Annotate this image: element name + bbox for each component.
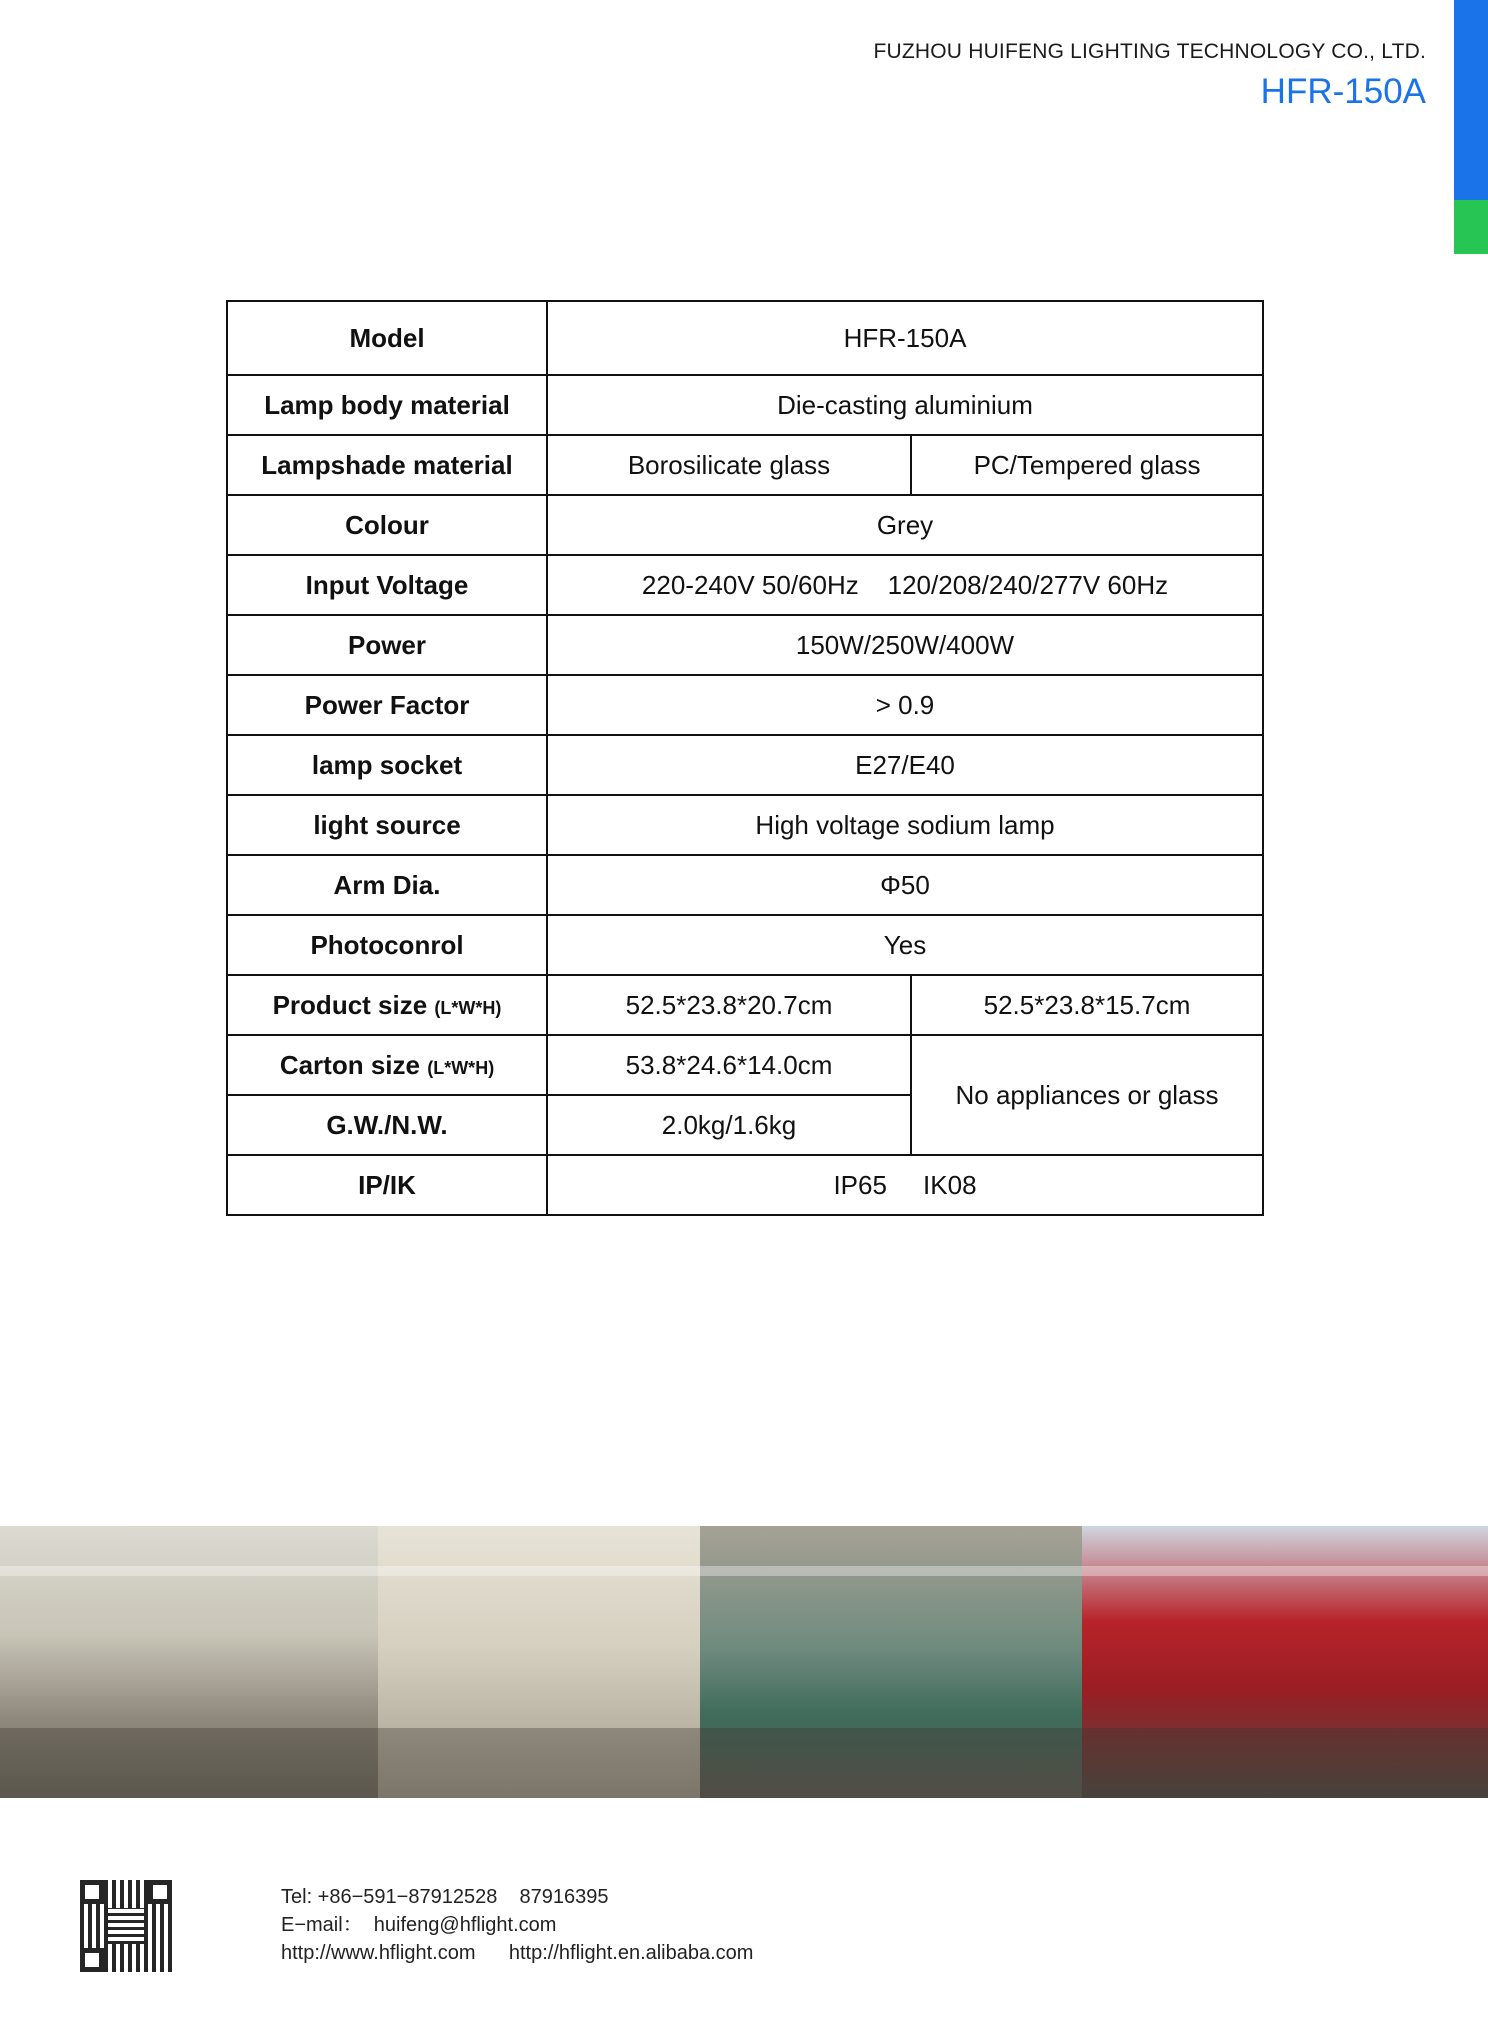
ip-ik-value: IP65 IK08 — [547, 1155, 1263, 1215]
factory-photo-painting-line — [378, 1526, 700, 1798]
product-size-value-a: 52.5*23.8*20.7cm — [547, 975, 911, 1035]
lamp-socket-label: lamp socket — [227, 735, 547, 795]
model-code-heading: HFR-150A — [1260, 72, 1426, 111]
product-size-label-text: Product size — [272, 989, 428, 1020]
table-row — [227, 1035, 1263, 1095]
table-row — [227, 735, 1263, 795]
factory-photo-container-loading — [1082, 1526, 1488, 1798]
light-source-label: light source — [227, 795, 547, 855]
factory-photo-warehouse — [0, 1526, 378, 1798]
company-name: FUZHOU HUIFENG LIGHTING TECHNOLOGY CO., LTD. — [873, 40, 1426, 63]
lamp-body-label: Lamp body material — [227, 375, 547, 435]
factory-photo-assembly-line — [700, 1526, 1082, 1798]
edge-accent-blue — [1454, 0, 1488, 200]
lampshade-label: Lampshade material — [227, 435, 547, 495]
product-size-value-b: 52.5*23.8*15.7cm — [911, 975, 1263, 1035]
table-row — [227, 975, 1263, 1035]
weight-label: G.W./N.W. — [227, 1095, 547, 1155]
lampshade-value-a: Borosilicate glass — [547, 435, 911, 495]
contact-email: E−mail： huifeng@hflight.com — [281, 1914, 557, 1936]
table-row — [227, 615, 1263, 675]
contact-web: http://www.hflight.com http://hflight.en.alibaba.com — [281, 1942, 754, 1964]
table-row — [227, 855, 1263, 915]
power-value: 150W/250W/400W — [547, 615, 1263, 675]
table-row — [227, 915, 1263, 975]
table-row — [227, 555, 1263, 615]
weight-value-a: 2.0kg/1.6kg — [547, 1095, 911, 1155]
photocontrol-label: Photoconrol — [227, 915, 547, 975]
lamp-body-value: Die-casting aluminium — [547, 375, 1263, 435]
factory-photo-strip — [0, 1526, 1488, 1798]
colour-value: Grey — [547, 495, 1263, 555]
contact-info — [281, 1883, 753, 1967]
product-size-label — [227, 975, 547, 1035]
model-label: Model — [227, 301, 547, 375]
table-row — [227, 495, 1263, 555]
lamp-socket-value: E27/E40 — [547, 735, 1263, 795]
no-appliances-note: No appliances or glass — [911, 1035, 1263, 1155]
spec-table — [226, 300, 1264, 1216]
carton-size-label-text: Carton size — [279, 1049, 420, 1080]
light-source-value: High voltage sodium lamp — [547, 795, 1263, 855]
input-voltage-value: 220-240V 50/60Hz 120/208/240/277V 60Hz — [547, 555, 1263, 615]
table-row — [227, 375, 1263, 435]
input-voltage-label: Input Voltage — [227, 555, 547, 615]
table-row — [227, 435, 1263, 495]
model-value: HFR-150A — [547, 301, 1263, 375]
lampshade-value-b: PC/Tempered glass — [911, 435, 1263, 495]
carton-size-unit: (L*W*H) — [427, 1057, 495, 1078]
ip-ik-label: IP/IK — [227, 1155, 547, 1215]
arm-dia-label: Arm Dia. — [227, 855, 547, 915]
carton-size-value-a: 53.8*24.6*14.0cm — [547, 1035, 911, 1095]
contact-tel: Tel: +86−591−87912528 87916395 — [281, 1886, 609, 1908]
product-size-unit: (L*W*H) — [434, 997, 502, 1018]
table-row — [227, 675, 1263, 735]
power-factor-label: Power Factor — [227, 675, 547, 735]
power-factor-value: > 0.9 — [547, 675, 1263, 735]
colour-label: Colour — [227, 495, 547, 555]
table-row — [227, 301, 1263, 375]
edge-accent-green — [1454, 200, 1488, 254]
photocontrol-value: Yes — [547, 915, 1263, 975]
power-label: Power — [227, 615, 547, 675]
qr-code-icon — [80, 1880, 172, 1972]
table-row — [227, 795, 1263, 855]
arm-dia-value: Φ50 — [547, 855, 1263, 915]
table-row — [227, 1155, 1263, 1215]
carton-size-label — [227, 1035, 547, 1095]
